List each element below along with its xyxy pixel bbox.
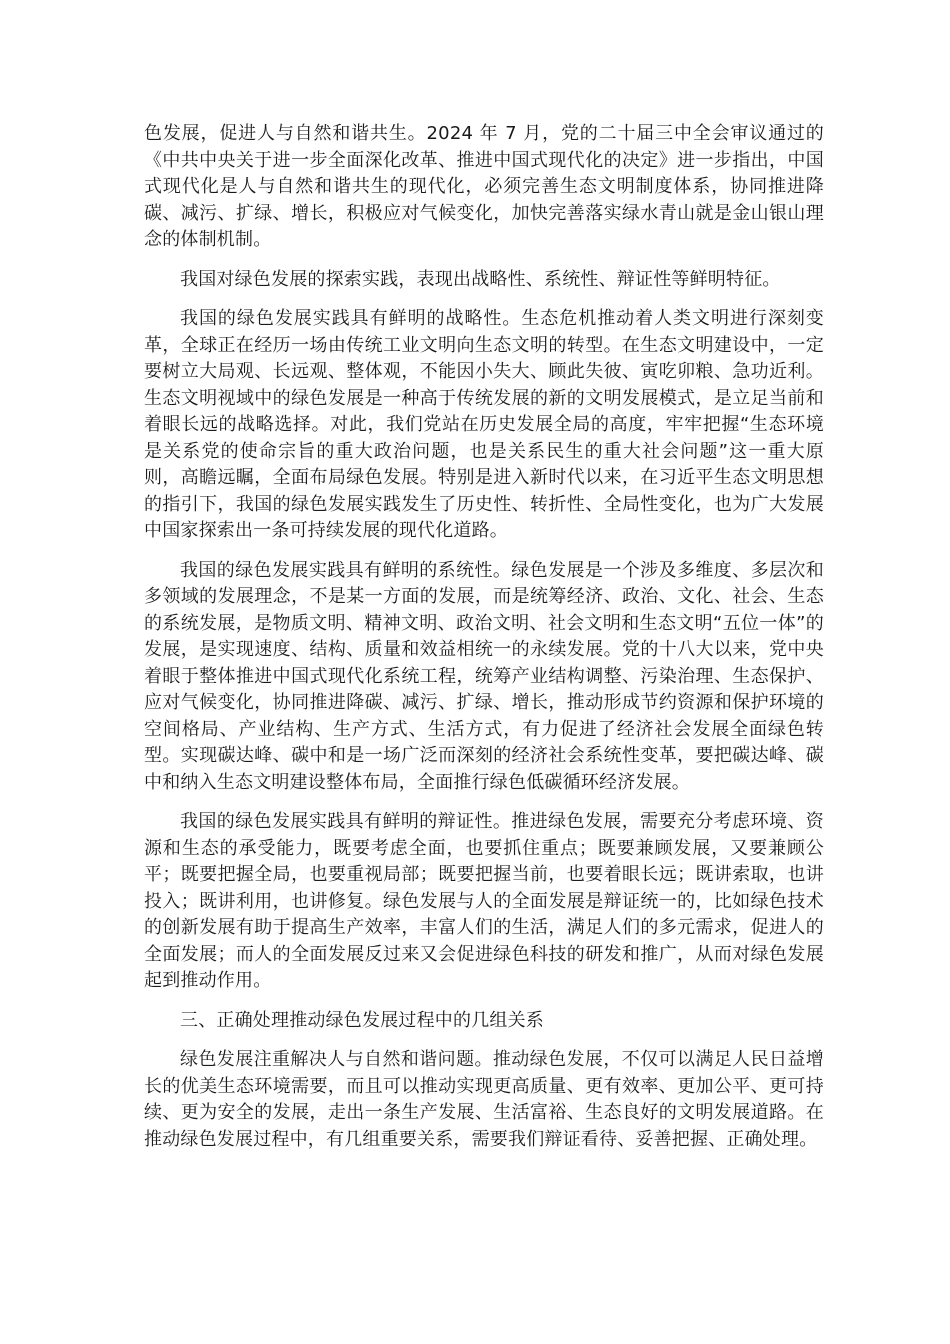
paragraph-summary: 我国对绿色发展的探索实践，表现出战略性、系统性、辩证性等鲜明特征。 bbox=[180, 268, 781, 290]
document-body bbox=[144, 121, 824, 1166]
section-heading: 三、正确处理推动绿色发展过程中的几组关系 bbox=[180, 1009, 544, 1031]
paragraph-strategic: 我国的绿色发展实践具有鲜明的战略性。生态危机推动着人类文明进行深刻变革，全球正在经历一场由传统工业文明向生态文明的转型。在生态文明建设中，一定要树立大局观、长远观、整体观，不能因小失大、顾此失彼、寅吃卯粮、急功近利。生态文明视域中的绿色发展是一种高于传统发展的新的文明发展模式，是立足当前和着眼长远的战略选择。对此，我们党站在历史发展全局的高度，牢牢把握“生态环境是关系党的使命宗旨的重大政治问题，也是关系民生的重大社会问题”这一重大原则，高瞻远瞩，全面布局绿色发展。特别是进入新时代以来，在习近平生态文明思想的指引下，我国的绿色发展实践发生了历史性、转折性、全局性变化，也为广大发展中国家探索出一条可持续发展的现代化道路。 bbox=[144, 308, 824, 541]
paragraph-dialectical: 我国的绿色发展实践具有鲜明的辩证性。推进绿色发展，需要充分考虑环境、资源和生态的承受能力，既要考虑全面，也要抓住重点；既要兼顾发展，又要兼顾公平；既要把握全局，也要重视局部；既要把握当前，也要着眼长远；既讲索取，也讲投入；既讲利用，也讲修复。绿色发展与人的全面发展是辩证统一的，比如绿色技术的创新发展有助于提高生产效率，丰富人们的生活，满足人们的多元需求，促进人的全面发展；而人的全面发展反过来又会促进绿色科技的研发和推广，从而对绿色发展起到推动作用。 bbox=[144, 811, 824, 991]
paragraph-continuation: 色发展，促进人与自然和谐共生。2024 年 7 月，党的二十届三中全会审议通过的《中共中央关于进一步全面深化改革、推进中国式现代化的决定》进一步指出，中国式现代化是人与自然和谐共生的现代化，必须完善生态文明制度体系，协同推进降碳、减污、扩绿、增长，积极应对气候变化，加快完善落实绿水青山就是金山银山理念的体制机制。 bbox=[144, 123, 824, 250]
paragraph-relationships: 绿色发展注重解决人与自然和谐问题。推动绿色发展，不仅可以满足人民日益增长的优美生态环境需要，而且可以推动实现更高质量、更有效率、更加公平、更可持续、更为安全的发展，走出一条生产发展、生活富裕、生态良好的文明发展道路。在推动绿色发展过程中，有几组重要关系，需要我们辩证看待、妥善把握、正确处理。 bbox=[144, 1049, 824, 1150]
paragraph-systematic: 我国的绿色发展实践具有鲜明的系统性。绿色发展是一个涉及多维度、多层次和多领域的发展理念，不是某一方面的发展，而是统筹经济、政治、文化、社会、生态的系统发展，是物质文明、精神文明、政治文明、社会文明和生态文明“五位一体”的发展，是实现速度、结构、质量和效益相统一的永续发展。党的十八大以来，党中央着眼于整体推进中国式现代化系统工程，统筹产业结构调整、污染治理、生态保护、应对气候变化，协同推进降碳、减污、扩绿、增长，推动形成节约资源和保护环境的空间格局、产业结构、生产方式、生活方式，有力促进了经济社会发展全面绿色转型。实现碳达峰、碳中和是一场广泛而深刻的经济社会系统性变革，要把碳达峰、碳中和纳入生态文明建设整体布局，全面推行绿色低碳循环经济发展。 bbox=[144, 559, 824, 793]
